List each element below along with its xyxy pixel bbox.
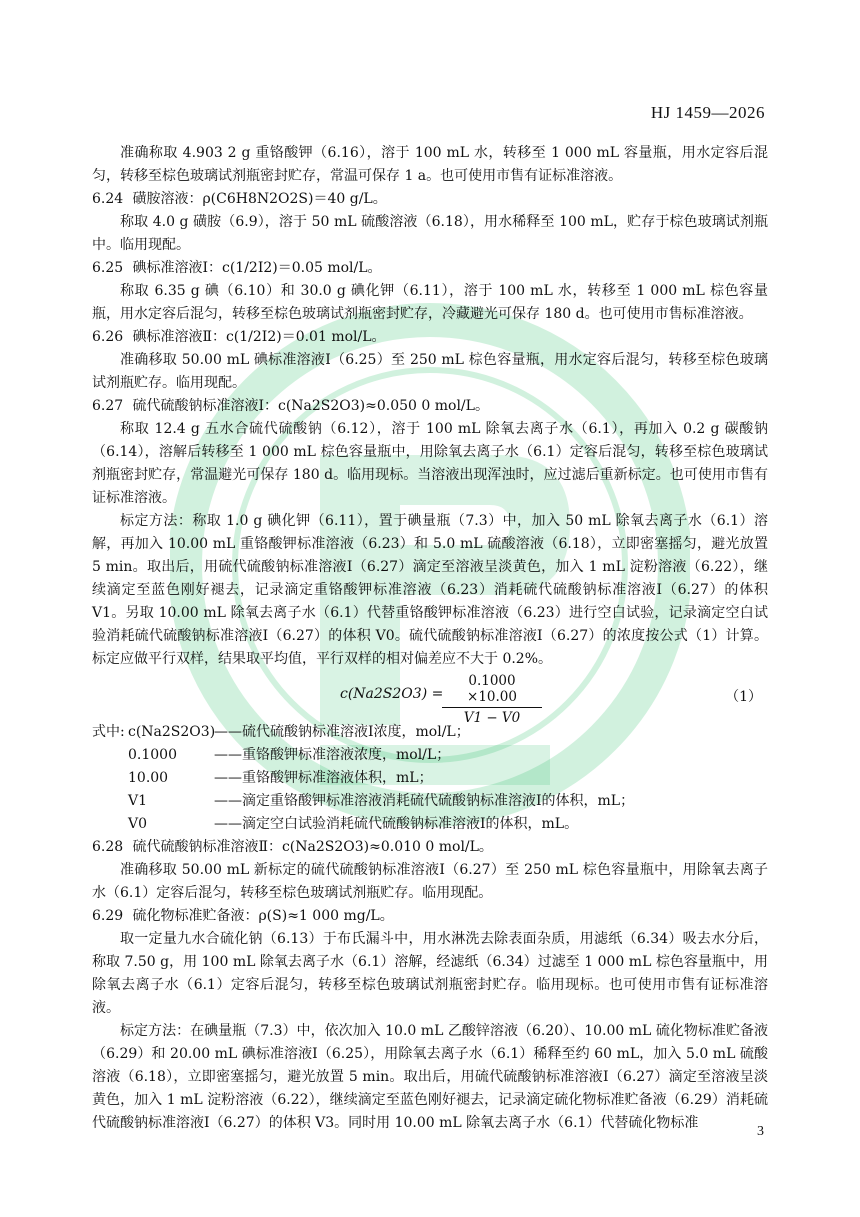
formula-denominator: V1 − V0 [463,710,521,726]
definition-symbol: c(Na2S2O3) [128,724,216,740]
document-code: HJ 1459—2026 [650,103,765,122]
para-6-27-body: 称取 12.4 g 五水合硫代硫酸钠（6.12），溶于 100 mL 除氧去离子水（6.1），再加入 0.2 g 碳酸钠（6.14），溶解后转移至 1 000 mL 棕色容量瓶中，用除氧去离子水（6.1）定容后混匀，转移至棕色玻璃试剂瓶密封贮存，常温避光可保存 180 d。临用现标。当溶液出现浑浊时，应过滤后重新标定。也可使用市售有证标准溶液。 [92,421,768,506]
definition-row [92,744,768,767]
clause-6-24 [92,188,768,211]
clause-6-28 [92,836,768,859]
definition-row [92,767,768,790]
definition-symbol: V0 [128,816,148,832]
clause-title: 磺胺溶液：ρ(C6H8N2O2S)＝40 g/L。 [132,191,387,207]
definition-symbol: V1 [128,793,148,809]
definition-desc: ——滴定重铬酸钾标准溶液消耗硫代硫酸钠标准溶液Ⅰ的体积，mL； [214,793,635,809]
clause-6-29 [92,905,768,928]
para-6-28-body: 准确移取 50.00 mL 新标定的硫代硫酸钠标准溶液Ⅰ（6.27）至 250 mL 棕色容量瓶中，用除氧去离子水（6.1）定容后混匀，转移至棕色玻璃试剂瓶贮存。临用现配。 [92,862,768,901]
page-number: 3 [757,1124,764,1139]
clause-title: 硫代硫酸钠标准溶液Ⅰ：c(Na2S2O3)≈0.050 0 mol/L。 [132,398,489,414]
clause-number: 6.26 [92,329,124,345]
clause-number: 6.29 [92,908,124,924]
formula-1 [92,673,768,726]
clause-number: 6.24 [92,191,124,207]
para-6-23-body: 准确称取 4.903 2 g 重铬酸钾（6.16），溶于 100 mL 水，转移至 1 000 mL 容量瓶，用水定容后混匀，转移至棕色玻璃试剂瓶密封贮存，常温可保存 1 a。也可使用市售有证标准溶液。 [92,145,768,184]
definitions-list [92,721,768,836]
para-6-29-body: 取一定量九水合硫化钠（6.13）于布氏漏斗中，用水淋洗去除表面杂质，用滤纸（6.34）吸去水分后，称取 7.50 g，用 100 mL 除氧去离子水（6.1）溶解，经滤纸（6.34）过滤至 1 000 mL 棕色容量瓶中，用除氧去离子水（6.1）定容后混匀，转移至棕色玻璃试剂瓶密封贮存。临用现标。也可使用市售有证标准溶液。 [92,931,768,1016]
formula-lhs: c(Na2S2O3) = [340,686,444,702]
clause-number: 6.27 [92,398,124,414]
para-6-24-body: 称取 4.0 g 磺胺（6.9），溶于 50 mL 硫酸溶液（6.18），用水稀释至 100 mL，贮存于棕色玻璃试剂瓶中。临用现配。 [92,214,768,253]
definition-desc: ——硫代硫酸钠标准溶液Ⅰ浓度，mol/L； [214,724,470,740]
formula-numerator: 0.1000 ×10.00 [442,673,542,708]
clause-6-25 [92,257,768,280]
para-6-25-body: 称取 6.35 g 碘（6.10）和 30.0 g 碘化钾（6.11），溶于 100 mL 水，转移至 1 000 mL 棕色容量瓶，用水定容后混匀，转移至棕色玻璃试剂瓶密封贮存，冷藏避光可保存 180 d。也可使用市售标准溶液。 [92,283,768,322]
clause-title: 碘标准溶液Ⅱ：c(1/2I2)＝0.01 mol/L。 [132,329,386,345]
formula-fraction [442,673,542,726]
para-6-27-method: 标定方法：称取 1.0 g 碘化钾（6.11），置于碘量瓶（7.3）中，加入 50 mL 除氧去离子水（6.1）溶解，再加入 10.00 mL 重铬酸钾标准溶液（6.23）和 5.0 mL 硫酸溶液（6.18），立即密塞摇匀，避光放置 5 min。取出后，用硫代硫酸钠标准溶液Ⅰ（6.27）滴定至溶液呈淡黄色，加入 1 mL 淀粉溶液（6.22），继续滴定至蓝色刚好褪去，记录滴定重铬酸钾标准溶液（6.23）消耗硫代硫酸钠标准溶液Ⅰ（6.27）的体积 V1。另取 10.00 mL 除氧去离子水（6.1）代替重铬酸钾标准溶液（6.23）进行空白试验，记录滴定空白试验消耗硫代硫酸钠标准溶液Ⅰ（6.27）的体积 V0。硫代硫酸钠标准溶液Ⅰ（6.27）的浓度按公式（1）计算。标定应做平行双样，结果取平均值，平行双样的相对偏差应不大于 0.2%。 [92,513,768,667]
para-6-29-method: 标定方法：在碘量瓶（7.3）中，依次加入 10.0 mL 乙酸锌溶液（6.20）、10.00 mL 硫化物标准贮备液（6.29）和 20.00 mL 碘标准溶液Ⅰ（6.25），用除氧去离子水（6.1）稀释至约 60 mL，加入 5.0 mL 硫酸溶液（6.18），立即密塞摇匀，避光放置 5 min。取出后，用硫代硫酸钠标准溶液Ⅰ（6.27）滴定至溶液呈淡黄色，加入 1 mL 淀粉溶液（6.22），继续滴定至蓝色刚好褪去，记录滴定硫化物标准贮备液（6.29）消耗硫代硫酸钠标准溶液Ⅰ（6.27）的体积 V3。同时用 10.00 mL 除氧去离子水（6.1）代替硫化物标准 [92,1023,768,1131]
clause-6-26 [92,326,768,349]
definition-row [92,813,768,836]
definition-symbol: 0.1000 [128,747,177,763]
definition-symbol: 10.00 [128,770,169,786]
clause-title: 硫代硫酸钠标准溶液Ⅱ：c(Na2S2O3)≈0.010 0 mol/L。 [132,839,493,855]
definition-desc: ——重铬酸钾标准溶液浓度，mol/L； [214,747,451,763]
definition-row [92,721,768,744]
clause-title: 硫化物标准贮备液：ρ(S)≈1 000 mg/L。 [132,908,394,924]
definitions-lead: 式中: [92,724,125,740]
clause-title: 碘标准溶液Ⅰ：c(1/2I2)＝0.05 mol/L。 [132,260,382,276]
clause-6-27 [92,395,768,418]
formula-number: （1） [725,689,762,705]
definition-row [92,790,768,813]
definition-desc: ——滴定空白试验消耗硫代硫酸钠标准溶液Ⅰ的体积，mL。 [214,816,579,832]
definition-desc: ——重铬酸钾标准溶液体积，mL； [214,770,433,786]
main-content [92,142,768,1135]
para-6-26-body: 准确移取 50.00 mL 碘标准溶液Ⅰ（6.25）至 250 mL 棕色容量瓶，用水定容后混匀，转移至棕色玻璃试剂瓶贮存。临用现配。 [92,352,768,391]
clause-number: 6.28 [92,839,124,855]
clause-number: 6.25 [92,260,124,276]
